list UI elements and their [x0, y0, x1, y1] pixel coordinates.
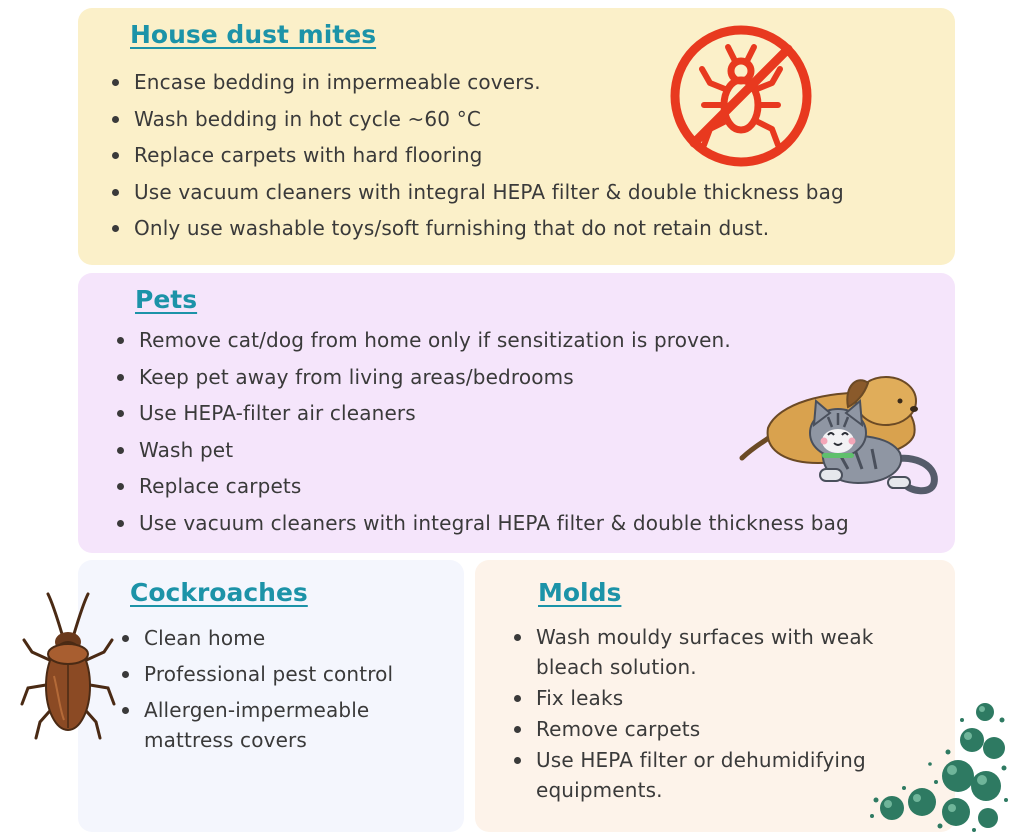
molds-heading: Molds [538, 578, 622, 607]
list-item: Wash pet [115, 432, 849, 469]
list-item: Use HEPA filter or dehumidifying equipments. [512, 745, 912, 805]
list-item: Only use washable toys/soft furnishing that do not retain dust. [110, 210, 844, 247]
list-item: Wash mouldy surfaces with weak bleach solution. [512, 622, 912, 682]
cockroaches-card [78, 560, 464, 832]
list-item: Replace carpets [115, 468, 849, 505]
cockroaches-list [120, 623, 410, 756]
cockroach-illustration [18, 592, 118, 742]
mites-card [78, 8, 955, 265]
mites-heading: House dust mites [130, 20, 377, 49]
list-item: Allergen-impermeable mattress covers [120, 695, 410, 755]
cockroaches-heading: Cockroaches [130, 578, 308, 607]
list-item: Remove carpets [512, 714, 912, 744]
list-item: Fix leaks [512, 683, 912, 713]
cat-dog-illustration [738, 373, 943, 498]
mold-spores-illustration [862, 690, 1012, 835]
list-item: Clean home [120, 623, 410, 653]
pets-card [78, 273, 955, 553]
list-item: Use vacuum cleaners with integral HEPA filter & double thickness bag [110, 174, 844, 211]
list-item: Replace carpets with hard flooring [110, 137, 844, 174]
pets-heading: Pets [135, 285, 198, 314]
list-item: Use vacuum cleaners with integral HEPA filter & double thickness bag [115, 505, 849, 542]
list-item: Encase bedding in impermeable covers. [110, 64, 844, 101]
list-item: Remove cat/dog from home only if sensitization is proven. [115, 322, 849, 359]
list-item: Wash bedding in hot cycle ~60 °C [110, 101, 844, 138]
no-bug-icon [666, 21, 816, 171]
list-item: Use HEPA-filter air cleaners [115, 395, 849, 432]
list-item: Keep pet away from living areas/bedrooms [115, 359, 849, 396]
list-item: Professional pest control [120, 659, 410, 689]
molds-list [512, 622, 912, 806]
